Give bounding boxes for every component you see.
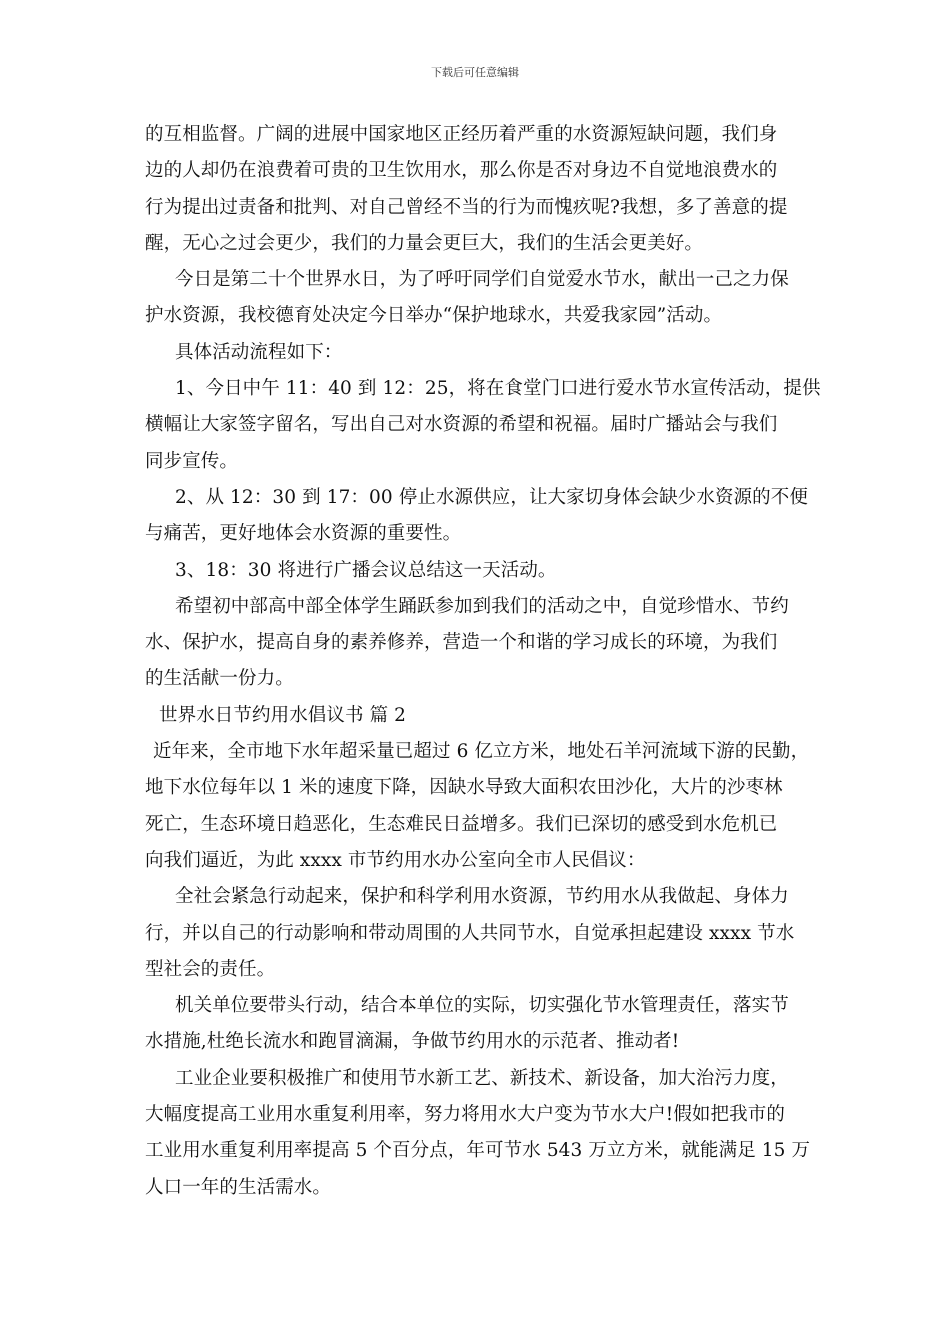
text-line: 行为提出过责备和批判、对自己曾经不当的行为而愧疚呢?我想，多了善意的提 — [145, 196, 788, 218]
text-line: 具体活动流程如下： — [175, 341, 343, 363]
text-line: 边的人却仍在浪费着可贵的卫生饮用水，那么你是否对身边不自觉地浪费水的 — [145, 160, 778, 182]
text-line: 3、18：30 将进行广播会议总结这一天活动。 — [175, 559, 557, 581]
text-line: 全社会紧急行动起来，保护和科学利用水资源，节约用水从我做起、身体力 — [175, 886, 789, 908]
text-line: 行，并以自己的行动影响和带动周围的人共同节水，自觉承担起建设 xxxx 节水 — [145, 922, 795, 944]
text-line: 醒，无心之过会更少，我们的力量会更巨大，我们的生活会更美好。 — [145, 232, 704, 254]
text-line: 今日是第二十个世界水日，为了呼吁同学们自觉爱水节水，献出一己之力保 — [175, 269, 789, 291]
text-line: 水、保护水，提高自身的素养修养，营造一个和谐的学习成长的环境，为我们 — [145, 632, 778, 654]
text-line: 近年来，全市地下水年超采量已超过 6 亿立方米，地处石羊河流域下游的民勤， — [153, 741, 810, 763]
text-line: 地下水位每年以 1 米的速度下降，因缺水导致大面积农田沙化，大片的沙枣林 — [145, 777, 783, 799]
text-line: 的生活献一份力。 — [145, 668, 294, 690]
text-line: 的互相监督。广阔的进展中国家地区正经历着严重的水资源短缺问题，我们身 — [145, 124, 778, 145]
text-line: 世界水日节约用水倡议书 篇 2 — [159, 704, 407, 726]
text-line: 希望初中部高中部全体学生踊跃参加到我们的活动之中，自觉珍惜水、节约 — [175, 595, 789, 617]
text-line: 型社会的责任。 — [145, 958, 276, 980]
text-line: 与痛苦，更好地体会水资源的重要性。 — [145, 523, 462, 545]
text-line: 2、从 12：30 到 17：00 停止水源供应，让大家切身体会缺少水资源的不便 — [175, 486, 808, 508]
document-body — [145, 117, 821, 1206]
text-line: 工业用水重复利用率提高 5 个百分点，年可节水 543 万立方米，就能满足 15 万 — [145, 1140, 811, 1162]
text-line: 同步宣传。 — [145, 450, 239, 472]
page-header: 下载后可任意编辑 — [431, 66, 519, 79]
text-line: 水措施,杜绝长流水和跑冒滴漏，争做节约用水的示范者、推动者! — [145, 1031, 680, 1053]
text-line: 1、今日中午 11：40 到 12：25，将在食堂门口进行爱水节水宣传活动，提供 — [175, 378, 821, 400]
text-line: 护水资源，我校德育处决定今日举办“保护地球水，共爱我家园”活动。 — [145, 305, 723, 327]
text-line: 向我们逼近，为此 xxxx 市节约用水办公室向全市人民倡议： — [145, 849, 646, 871]
text-line: 大幅度提高工业用水重复利用率，努力将用水大户变为节水大户!假如把我市的 — [145, 1104, 785, 1126]
text-line: 工业企业要积极推广和使用节水新工艺、新技术、新设备，加大治污力度， — [175, 1067, 789, 1089]
text-line: 人口一年的生活需水。 — [145, 1176, 332, 1198]
text-line: 机关单位要带头行动，结合本单位的实际，切实强化节水管理责任，落实节 — [175, 995, 789, 1017]
text-line: 横幅让大家签字留名，写出自己对水资源的希望和祝福。届时广播站会与我们 — [145, 414, 778, 436]
text-line: 死亡，生态环境日趋恶化，生态难民日益增多。我们已深切的感受到水危机已 — [145, 813, 778, 835]
